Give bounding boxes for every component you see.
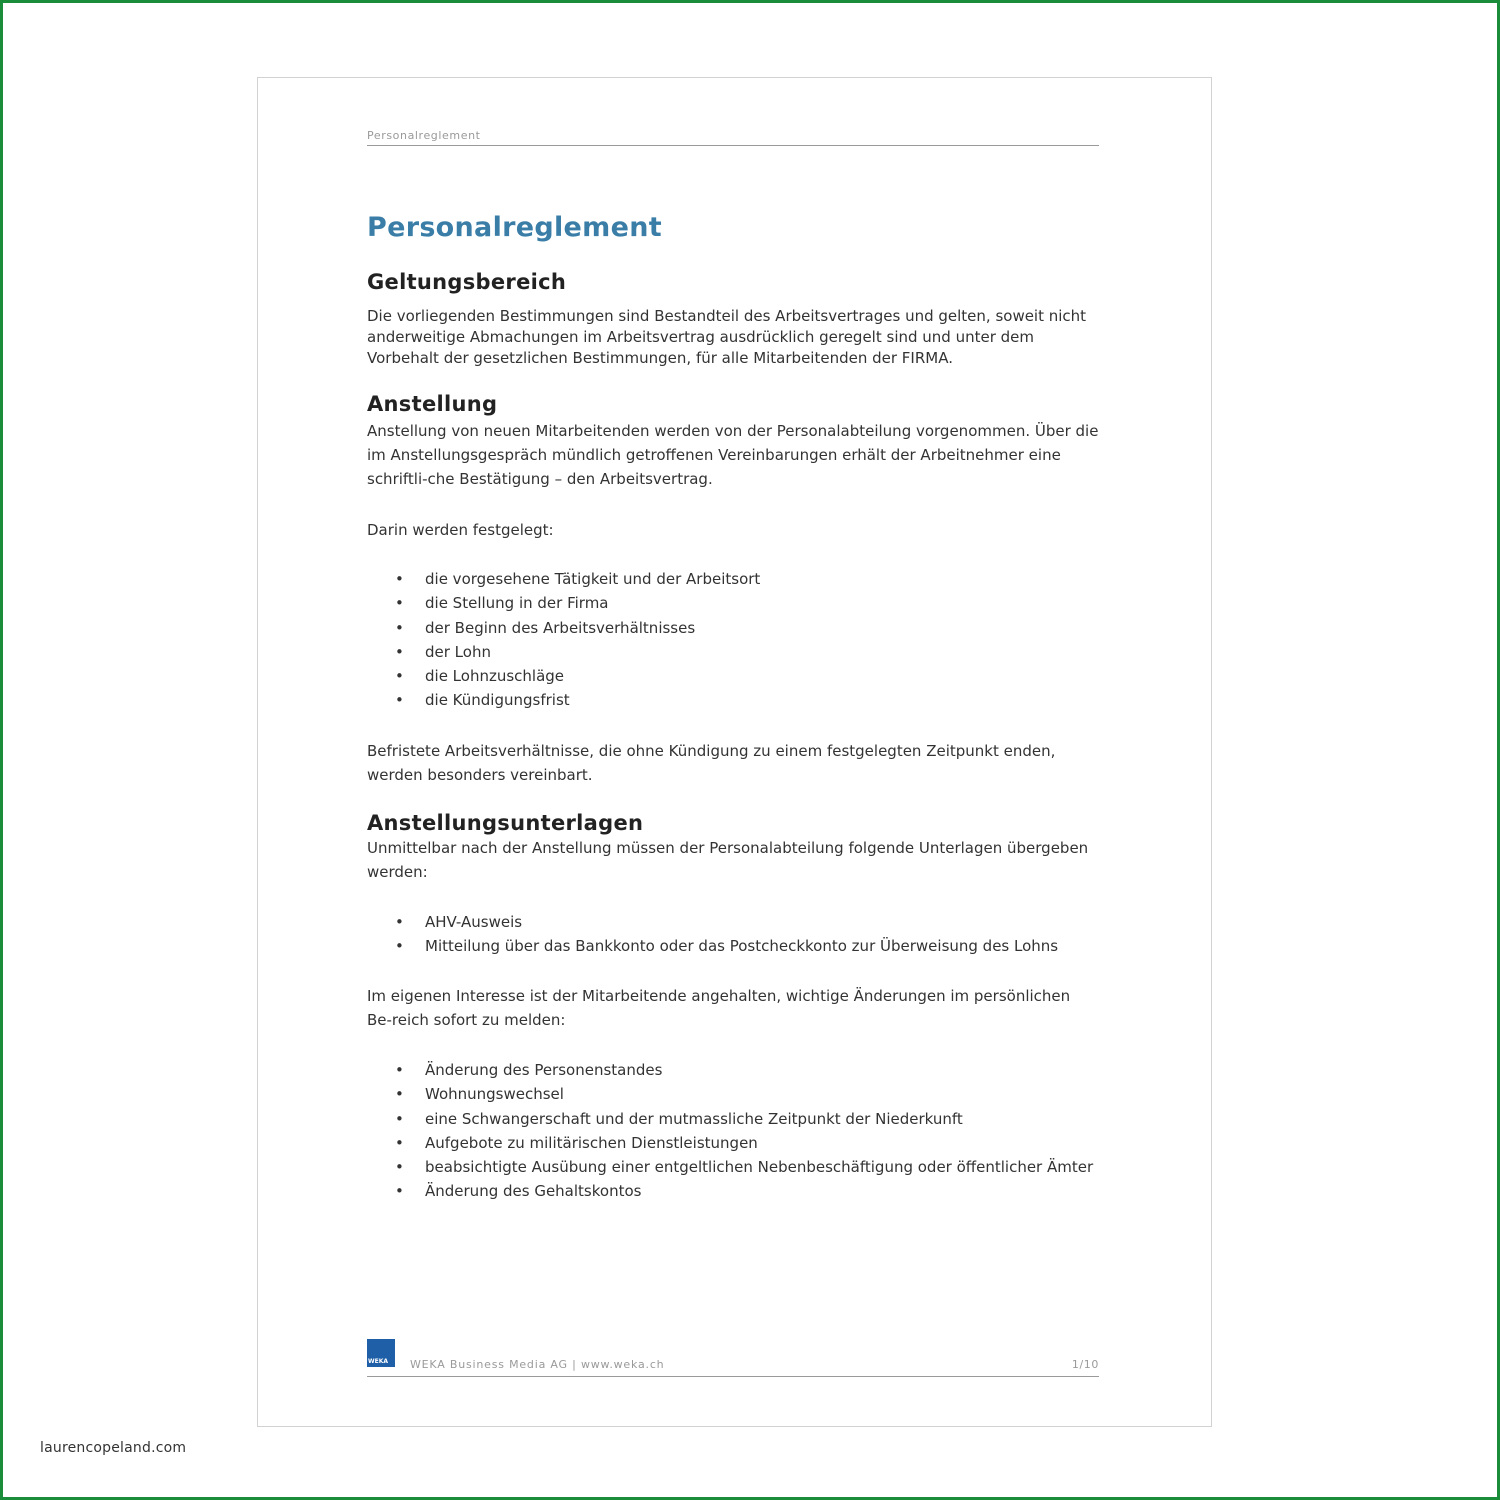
list-item: • Änderung des Personenstandes [367,1058,1099,1082]
document-title: Personalreglement [367,212,662,243]
list-item: • die Stellung in der Firma [367,591,1099,615]
heading-geltungsbereich: Geltungsbereich [367,270,567,294]
paragraph-eigenes-interesse: Im eigenen Interesse ist der Mitarbeitende angehalten, wichtige Änderungen im persönlichen Be-reich sofort zu melden: [367,987,1071,1029]
paragraph-darin-werden: Darin werden festgelegt: [367,521,554,539]
footer-divider [367,1376,1099,1377]
list-item: • beabsichtigte Ausübung einer entgeltlichen Nebenbeschäftigung oder öffentlicher Ämter [367,1155,1099,1179]
list-anstellung [367,567,1099,713]
paragraph-anstellung: Anstellung von neuen Mitarbeitenden werden von der Personalabteilung vorgenommen. Über die im Anstellungsgespräch mündlich getroffenen Vereinbarungen erhält der Arbeitnehmer eine schriftli-che Bestätigung – den Arbeitsvertrag. [367,422,1099,488]
heading-anstellung: Anstellung [367,392,498,416]
list-item: • der Lohn [367,640,1099,664]
heading-anstellungsunterlagen: Anstellungsunterlagen [367,811,644,835]
paragraph-befristete: Befristete Arbeitsverhältnisse, die ohne Kündigung zu einem festgelegten Zeitpunkt enden, werden besonders vereinbart. [367,742,1056,784]
paragraph-anstellungsunterlagen: Unmittelbar nach der Anstellung müssen der Personalabteilung folgende Unterlagen übergeben werden: [367,839,1089,881]
logo-text: WEKA [368,1358,389,1365]
list-item: • Änderung des Gehaltskontos [367,1179,1099,1203]
list-unterlagen [367,910,1099,959]
list-item: • eine Schwangerschaft und der mutmassliche Zeitpunkt der Niederkunft [367,1107,1099,1131]
list-item: • die Kündigungsfrist [367,688,1099,712]
list-item: • Wohnungswechsel [367,1082,1099,1106]
document-page [257,77,1212,1427]
running-header: Personalreglement [367,129,1099,146]
list-item: • die Lohnzuschläge [367,664,1099,688]
page-number: 1/10 [1071,1358,1099,1371]
list-item: • Mitteilung über das Bankkonto oder das Postcheckkonto zur Überweisung des Lohns [367,934,1099,958]
list-item: • die vorgesehene Tätigkeit und der Arbeitsort [367,567,1099,591]
watermark: laurencopeland.com [40,1440,187,1456]
paragraph-geltungsbereich: Die vorliegenden Bestimmungen sind Bestandteil des Arbeitsvertrages und gelten, soweit nicht anderweitige Abmachungen im Arbeitsvertrag ausdrücklich geregelt sind und unter dem Vorbehalt der gesetzlichen Bestimmungen, für alle Mitarbeitenden der FIRMA. [367,307,1087,367]
list-aenderungen [367,1058,1099,1204]
footer-publisher: WEKA Business Media AG | www.weka.ch [410,1358,665,1371]
list-item: • der Beginn des Arbeitsverhältnisses [367,616,1099,640]
list-item: • Aufgebote zu militärischen Dienstleistungen [367,1131,1099,1155]
list-item: • AHV-Ausweis [367,910,1099,934]
weka-logo [367,1339,395,1367]
